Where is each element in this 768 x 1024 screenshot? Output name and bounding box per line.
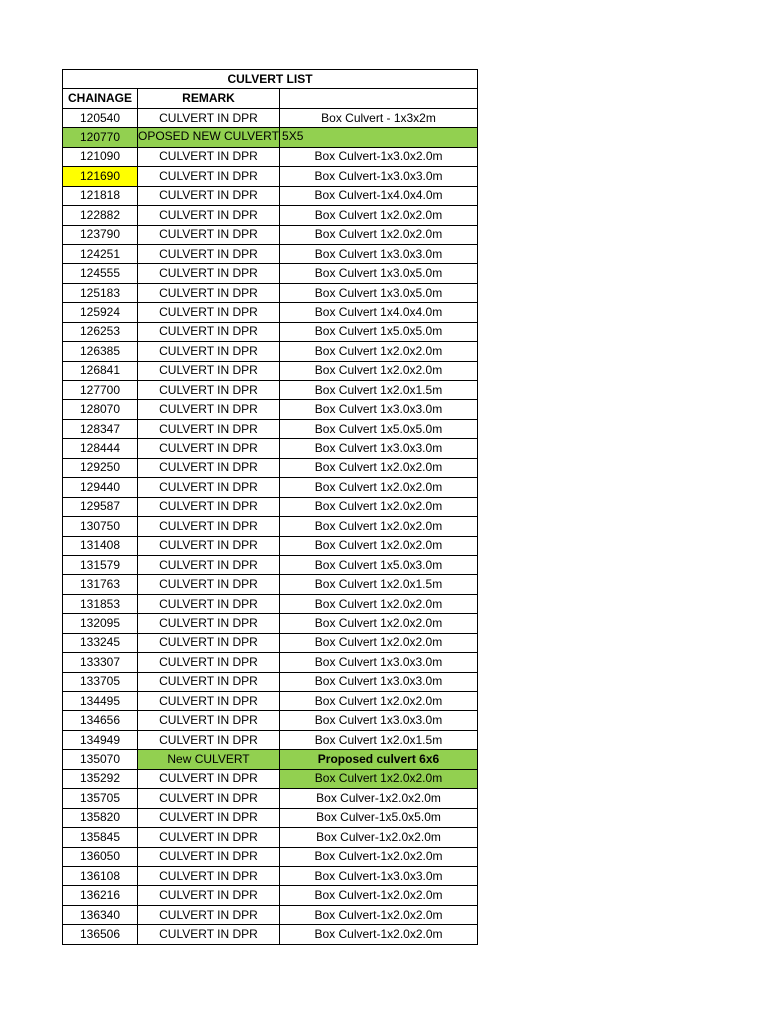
cell-type[interactable]: Box Culvert 1x2.0x2.0m [280, 458, 478, 477]
table-row [63, 575, 478, 594]
cell-type[interactable]: Box Culvert 1x2.0x1.5m [280, 575, 478, 594]
table-title[interactable]: CULVERT LIST [63, 70, 478, 89]
cell-remark[interactable]: CULVERT IN DPR [138, 905, 280, 924]
table-row [63, 730, 478, 749]
cell-type[interactable]: Box Culvert 1x2.0x2.0m [280, 225, 478, 244]
table-row [63, 866, 478, 885]
cell-chainage[interactable]: 128070 [63, 400, 138, 419]
cell-remark[interactable]: CULVERT IN DPR [138, 653, 280, 672]
cell-type[interactable]: Box Culvert 1x2.0x2.0m [280, 478, 478, 497]
cell-remark[interactable]: CULVERT IN DPR [138, 108, 280, 127]
cell-remark[interactable]: CULVERT IN DPR [138, 322, 280, 341]
cell-type[interactable]: Box Culvert 1x3.0x3.0m [280, 244, 478, 263]
cell-type[interactable]: Box Culvert 1x2.0x1.5m [280, 381, 478, 400]
header-row [63, 89, 478, 108]
cell-type[interactable]: Box Culvert-1x2.0x2.0m [280, 886, 478, 905]
cell-remark[interactable]: CULVERT IN DPR [138, 283, 280, 302]
table-row [63, 128, 478, 147]
table-row [63, 594, 478, 613]
cell-type[interactable]: Box Culvert-1x2.0x2.0m [280, 925, 478, 944]
cell-type[interactable]: Box Culvert 1x2.0x2.0m [280, 769, 478, 788]
cell-remark[interactable]: CULVERT IN DPR [138, 925, 280, 944]
cell-chainage[interactable]: 126253 [63, 322, 138, 341]
cell-chainage[interactable]: 133307 [63, 653, 138, 672]
cell-remark[interactable]: CULVERT IN DPR [138, 866, 280, 885]
cell-type[interactable]: Box Culvert 1x2.0x2.0m [280, 342, 478, 361]
table-row [63, 400, 478, 419]
table-row [63, 342, 478, 361]
cell-remark[interactable]: CULVERT IN DPR [138, 692, 280, 711]
cell-type[interactable]: Box Culvert 1x2.0x2.0m [280, 594, 478, 613]
cell-type[interactable]: Box Culvert-1x3.0x3.0m [280, 167, 478, 186]
table-row [63, 244, 478, 263]
cell-type[interactable]: Box Culvert 1x4.0x4.0m [280, 303, 478, 322]
cell-chainage[interactable]: 131853 [63, 594, 138, 613]
table-row [63, 206, 478, 225]
cell-type[interactable]: Box Culvert 1x3.0x5.0m [280, 283, 478, 302]
cell-type[interactable]: Proposed culvert 6x6 [280, 750, 478, 769]
cell-chainage[interactable]: 136216 [63, 886, 138, 905]
table-row [63, 828, 478, 847]
cell-remark[interactable]: CULVERT IN DPR [138, 458, 280, 477]
cell-remark[interactable]: CULVERT IN DPR [138, 244, 280, 263]
table-row [63, 303, 478, 322]
cell-chainage[interactable]: 120540 [63, 108, 138, 127]
cell-type[interactable]: Box Culver-1x5.0x5.0m [280, 808, 478, 827]
cell-type[interactable]: Box Culvert 1x2.0x2.0m [280, 614, 478, 633]
cell-remark[interactable]: CULVERT IN DPR [138, 633, 280, 652]
cell-chainage[interactable]: 128444 [63, 439, 138, 458]
cell-chainage[interactable]: 134495 [63, 692, 138, 711]
cell-type[interactable]: Box Culvert 1x3.0x3.0m [280, 711, 478, 730]
cell-chainage[interactable]: 133705 [63, 672, 138, 691]
header-type[interactable] [280, 89, 478, 108]
cell-remark[interactable]: CULVERT IN DPR [138, 225, 280, 244]
cell-remark[interactable]: CULVERT IN DPR [138, 381, 280, 400]
cell-type[interactable]: Box Culver-1x2.0x2.0m [280, 789, 478, 808]
cell-chainage[interactable]: 125183 [63, 283, 138, 302]
table-row [63, 925, 478, 944]
table-row [63, 147, 478, 166]
table-row [63, 633, 478, 652]
cell-type[interactable]: Box Culvert 1x3.0x3.0m [280, 439, 478, 458]
cell-remark[interactable]: CULVERT IN DPR [138, 730, 280, 749]
cell-type[interactable]: Box Culvert-1x3.0x3.0m [280, 866, 478, 885]
table-row [63, 186, 478, 205]
cell-chainage[interactable]: 130750 [63, 517, 138, 536]
cell-remark[interactable]: CULVERT IN DPR [138, 847, 280, 866]
cell-chainage[interactable]: 135845 [63, 828, 138, 847]
table-row [63, 419, 478, 438]
cell-remark[interactable]: New CULVERT [138, 750, 280, 769]
cell-remark[interactable]: CULVERT IN DPR [138, 478, 280, 497]
cell-remark[interactable]: CULVERT IN DPR [138, 497, 280, 516]
cell-chainage[interactable]: 125924 [63, 303, 138, 322]
cell-type[interactable]: Box Culvert 1x5.0x5.0m [280, 419, 478, 438]
cell-chainage[interactable]: 129587 [63, 497, 138, 516]
cell-remark[interactable]: CULVERT IN DPR [138, 419, 280, 438]
table-row [63, 283, 478, 302]
header-remark[interactable]: REMARK [138, 89, 280, 108]
table-row [63, 750, 478, 769]
cell-chainage[interactable]: 124555 [63, 264, 138, 283]
table-row [63, 322, 478, 341]
cell-type[interactable]: Box Culvert 1x2.0x2.0m [280, 536, 478, 555]
cell-remark[interactable]: CULVERT IN DPR [138, 361, 280, 380]
table-row [63, 108, 478, 127]
cell-chainage[interactable]: 135820 [63, 808, 138, 827]
table-row [63, 497, 478, 516]
table-row [63, 361, 478, 380]
cell-chainage[interactable]: 121690 [63, 167, 138, 186]
cell-type[interactable]: Box Culvert 1x2.0x2.0m [280, 361, 478, 380]
cell-chainage[interactable]: 133245 [63, 633, 138, 652]
cell-remark-text: OPOSED NEW CULVERT 5X5 [138, 129, 304, 144]
cell-chainage[interactable]: 126841 [63, 361, 138, 380]
cell-remark[interactable]: CULVERT IN DPR [138, 672, 280, 691]
table-row [63, 555, 478, 574]
cell-remark[interactable]: CULVERT IN DPR [138, 167, 280, 186]
cell-remark[interactable]: CULVERT IN DPR [138, 575, 280, 594]
header-chainage[interactable]: CHAINAGE [63, 89, 138, 108]
cell-chainage[interactable]: 121818 [63, 186, 138, 205]
cell-remark[interactable]: CULVERT IN DPR [138, 517, 280, 536]
table-row [63, 808, 478, 827]
cell-remark[interactable]: CULVERT IN DPR [138, 264, 280, 283]
table-row [63, 381, 478, 400]
cell-chainage[interactable]: 135292 [63, 769, 138, 788]
table-row [63, 264, 478, 283]
cell-type[interactable]: Box Culvert 1x2.0x2.0m [280, 517, 478, 536]
table-row [63, 653, 478, 672]
cell-chainage[interactable]: 135070 [63, 750, 138, 769]
cell-chainage[interactable]: 131579 [63, 555, 138, 574]
cell-type[interactable]: Box Culvert-1x2.0x2.0m [280, 905, 478, 924]
cell-chainage[interactable]: 136108 [63, 866, 138, 885]
table-row [63, 439, 478, 458]
table-row [63, 905, 478, 924]
cell-chainage[interactable]: 135705 [63, 789, 138, 808]
table-body [63, 108, 478, 944]
cell-type[interactable]: Box Culvert 1x3.0x3.0m [280, 672, 478, 691]
cell-type[interactable]: Box Culvert 1x3.0x3.0m [280, 400, 478, 419]
cell-remark[interactable]: CULVERT IN DPR [138, 555, 280, 574]
cell-type[interactable]: Box Culvert 1x3.0x5.0m [280, 264, 478, 283]
table-row [63, 167, 478, 186]
cell-remark[interactable]: CULVERT IN DPR [138, 536, 280, 555]
cell-type[interactable]: Box Culvert 1x2.0x2.0m [280, 497, 478, 516]
cell-remark[interactable]: CULVERT IN DPR [138, 808, 280, 827]
table-row [63, 478, 478, 497]
cell-type[interactable]: Box Culvert 1x3.0x3.0m [280, 653, 478, 672]
cell-chainage[interactable]: 121090 [63, 147, 138, 166]
cell-chainage[interactable]: 136506 [63, 925, 138, 944]
table-row [63, 225, 478, 244]
table-row [63, 886, 478, 905]
culvert-table [62, 69, 478, 945]
cell-chainage[interactable]: 123790 [63, 225, 138, 244]
table-row [63, 789, 478, 808]
cell-remark[interactable]: CULVERT IN DPR [138, 711, 280, 730]
cell-chainage[interactable]: 131763 [63, 575, 138, 594]
table-row [63, 769, 478, 788]
cell-chainage[interactable]: 134656 [63, 711, 138, 730]
cell-type[interactable]: Box Culvert 1x5.0x5.0m [280, 322, 478, 341]
cell-remark[interactable]: CULVERT IN DPR [138, 886, 280, 905]
cell-remark[interactable]: CULVERT IN DPR [138, 769, 280, 788]
table-row [63, 536, 478, 555]
cell-chainage[interactable]: 124251 [63, 244, 138, 263]
cell-type[interactable]: Box Culvert-1x2.0x2.0m [280, 847, 478, 866]
table-row [63, 458, 478, 477]
cell-type[interactable]: Box Culvert 1x2.0x1.5m [280, 730, 478, 749]
cell-chainage[interactable]: 131408 [63, 536, 138, 555]
cell-remark[interactable]: CULVERT IN DPR [138, 828, 280, 847]
cell-chainage[interactable]: 127700 [63, 381, 138, 400]
cell-type[interactable]: Box Culvert - 1x3x2m [280, 108, 478, 127]
cell-chainage[interactable]: 136340 [63, 905, 138, 924]
table-row [63, 711, 478, 730]
table-row [63, 614, 478, 633]
cell-type[interactable]: Box Culvert 1x2.0x2.0m [280, 633, 478, 652]
cell-remark[interactable]: CULVERT IN DPR [138, 594, 280, 613]
cell-type[interactable]: Box Culvert 1x5.0x3.0m [280, 555, 478, 574]
table-row [63, 692, 478, 711]
cell-remark[interactable]: CULVERT IN DPR [138, 186, 280, 205]
cell-chainage[interactable]: 132095 [63, 614, 138, 633]
cell-remark[interactable] [138, 128, 304, 147]
cell-chainage[interactable]: 120770 [63, 128, 138, 147]
cell-remark[interactable]: CULVERT IN DPR [138, 303, 280, 322]
table-row [63, 672, 478, 691]
cell-remark[interactable]: CULVERT IN DPR [138, 400, 280, 419]
cell-type[interactable]: Box Culvert 1x2.0x2.0m [280, 692, 478, 711]
cell-type[interactable]: Box Culvert-1x3.0x2.0m [280, 147, 478, 166]
cell-remark[interactable]: CULVERT IN DPR [138, 614, 280, 633]
cell-chainage[interactable]: 128347 [63, 419, 138, 438]
cell-remark[interactable]: CULVERT IN DPR [138, 206, 280, 225]
cell-type[interactable] [280, 128, 478, 147]
cell-chainage[interactable]: 129250 [63, 458, 138, 477]
cell-remark[interactable]: CULVERT IN DPR [138, 439, 280, 458]
cell-remark[interactable]: CULVERT IN DPR [138, 342, 280, 361]
cell-chainage[interactable]: 136050 [63, 847, 138, 866]
spreadsheet-sheet [62, 69, 478, 945]
cell-type[interactable]: Box Culvert 1x2.0x2.0m [280, 206, 478, 225]
title-row [63, 70, 478, 89]
cell-remark[interactable]: CULVERT IN DPR [138, 147, 280, 166]
cell-chainage[interactable]: 129440 [63, 478, 138, 497]
cell-chainage[interactable]: 126385 [63, 342, 138, 361]
cell-type[interactable]: Box Culver-1x2.0x2.0m [280, 828, 478, 847]
cell-type[interactable]: Box Culvert-1x4.0x4.0m [280, 186, 478, 205]
cell-chainage[interactable]: 122882 [63, 206, 138, 225]
table-row [63, 847, 478, 866]
cell-remark[interactable]: CULVERT IN DPR [138, 789, 280, 808]
table-row [63, 517, 478, 536]
cell-chainage[interactable]: 134949 [63, 730, 138, 749]
